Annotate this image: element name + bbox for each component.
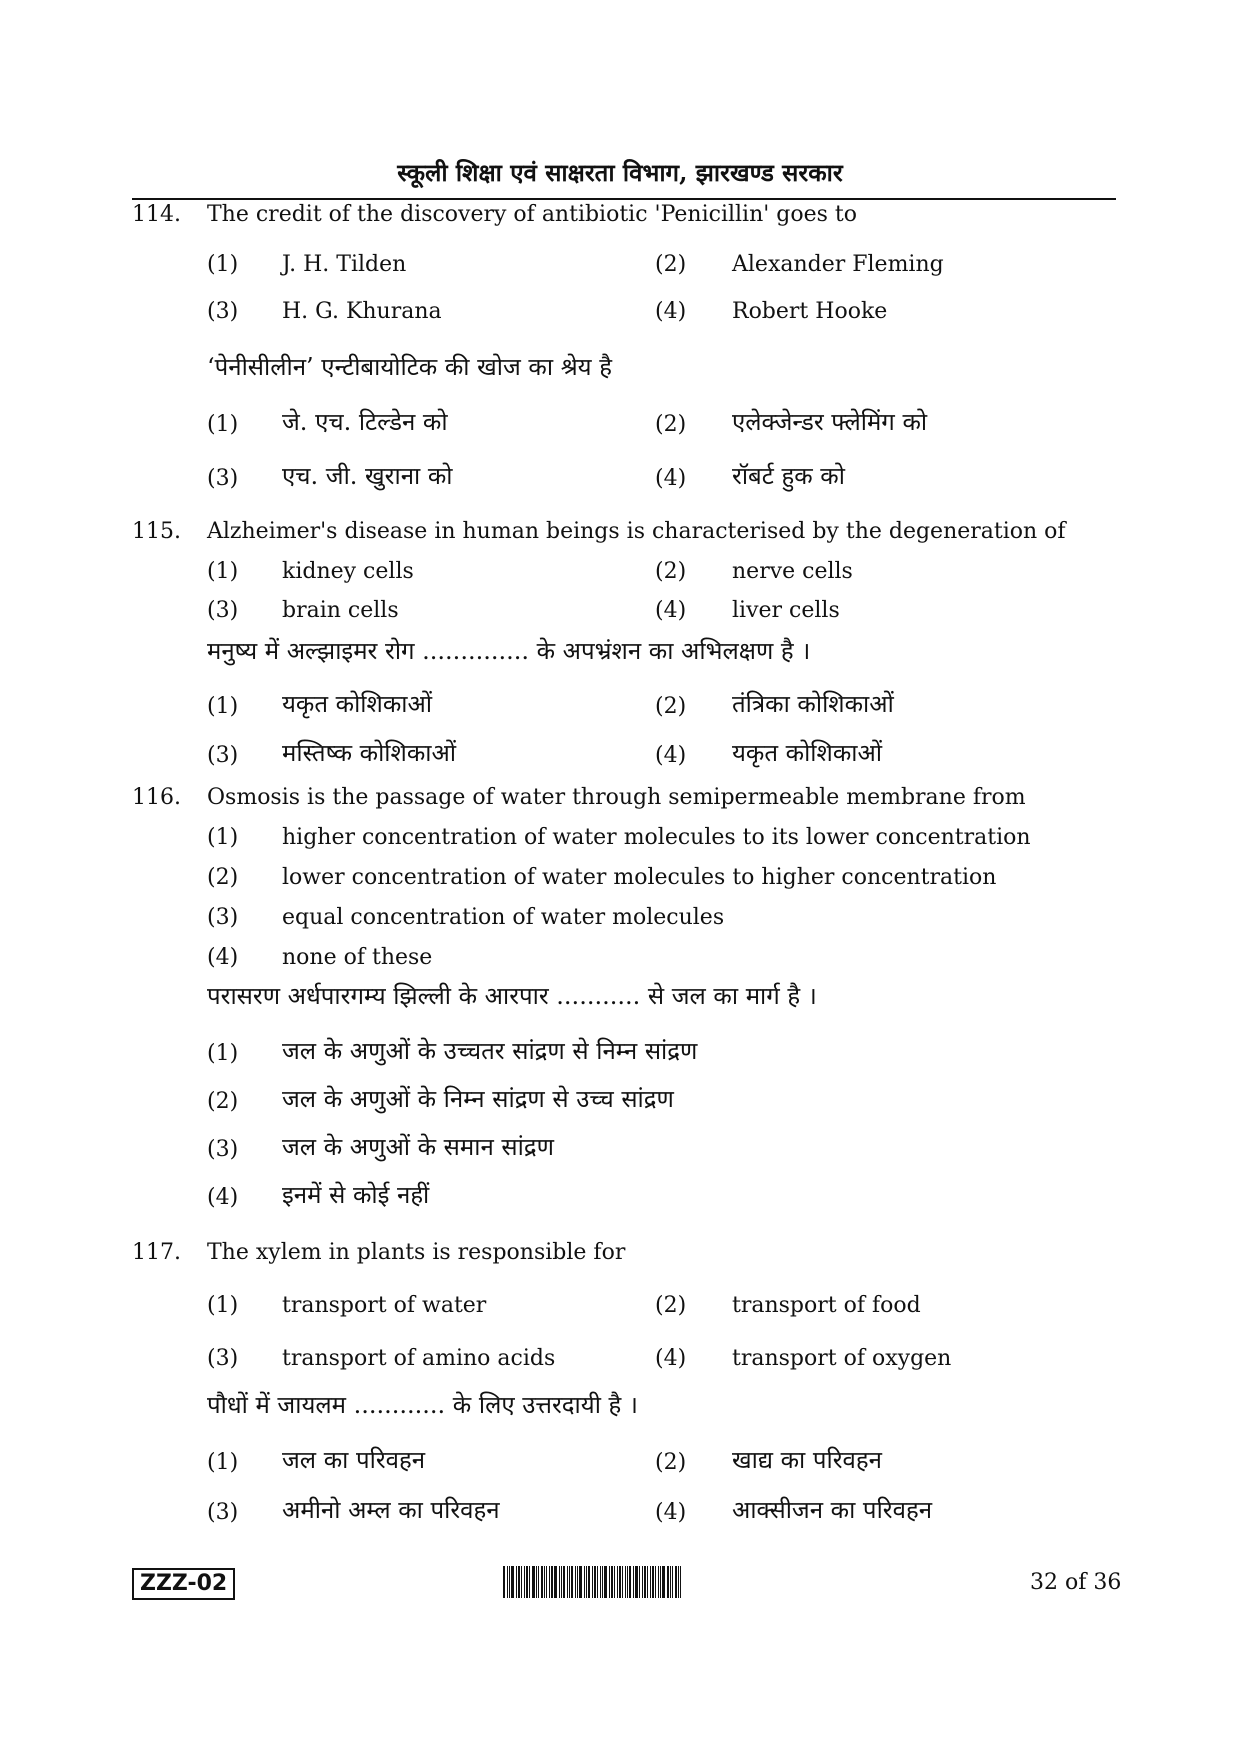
option-number: (4) (655, 299, 687, 324)
option-text: liver cells (732, 598, 840, 623)
paper-code-box: ZZZ-02 (132, 1568, 235, 1600)
barcode-bar (551, 1566, 553, 1598)
barcode-bar (629, 1566, 631, 1598)
barcode-bar (563, 1566, 565, 1598)
barcode-bar (667, 1566, 669, 1598)
option-number: (2) (655, 559, 687, 584)
barcode-bar (650, 1566, 651, 1598)
barcode-bar (642, 1566, 643, 1598)
option-text: इनमें से कोई नहीं (282, 1181, 430, 1209)
option-number: (3) (207, 1137, 239, 1162)
barcode-bar (511, 1566, 514, 1598)
barcode-bar (635, 1566, 638, 1598)
barcode-bar (569, 1566, 570, 1598)
barcode-bar (559, 1566, 560, 1598)
option-number: (3) (207, 598, 239, 623)
option-number: (2) (655, 1450, 687, 1475)
question-number: 116. (132, 785, 181, 810)
option-number: (3) (207, 299, 239, 324)
option-text: जे. एच. टिल्डेन को (282, 408, 448, 436)
option-text: transport of food (732, 1293, 921, 1318)
option-number: (1) (207, 694, 239, 719)
barcode-bar (619, 1566, 621, 1598)
barcode-bar (503, 1566, 505, 1598)
barcode-bar (602, 1566, 603, 1598)
barcode-bar (586, 1566, 587, 1598)
barcode-bar (549, 1566, 550, 1598)
barcode-bar (609, 1566, 610, 1598)
barcode-bar (538, 1566, 539, 1598)
barcode-bar (575, 1566, 576, 1598)
option-text: equal concentration of water molecules (282, 905, 725, 930)
option-text: तंत्रिका कोशिकाओं (732, 690, 894, 718)
barcode (503, 1566, 703, 1598)
page-header: स्कूली शिक्षा एवं साक्षरता विभाग, झारखण्ड सरकार (397, 158, 843, 187)
barcode-bar (614, 1566, 615, 1598)
barcode-bar (516, 1566, 517, 1598)
barcode-bar (622, 1566, 623, 1598)
barcode-bar (611, 1566, 613, 1598)
option-number: (3) (207, 1500, 239, 1525)
barcode-bar (532, 1566, 535, 1598)
barcode-bar (647, 1566, 648, 1598)
option-text: Robert Hooke (732, 299, 888, 324)
barcode-bar (680, 1566, 681, 1598)
barcode-bar (627, 1566, 628, 1598)
option-number: (2) (207, 865, 239, 890)
barcode-bar (592, 1566, 593, 1598)
option-text: higher concentration of water molecules to its lower concentration (282, 825, 1031, 850)
option-text: none of these (282, 945, 433, 970)
option-number: (3) (207, 905, 239, 930)
barcode-bar (597, 1566, 598, 1598)
barcode-bar (526, 1566, 528, 1598)
question-text-hi: ‘पेनीसीलीन’ एन्टीबायोटिक की खोज का श्रेय है (207, 353, 612, 381)
question-number: 115. (132, 519, 181, 544)
barcode-bar (577, 1566, 578, 1598)
option-number: (1) (207, 252, 239, 277)
option-number: (1) (207, 559, 239, 584)
option-text: रॉबर्ट हुक को (732, 462, 845, 490)
barcode-bar (544, 1566, 545, 1598)
question-text-en: Osmosis is the passage of water through semipermeable membrane from (207, 785, 1026, 810)
barcode-bar (662, 1566, 665, 1598)
option-number: (2) (655, 694, 687, 719)
barcode-bar (579, 1566, 582, 1598)
option-number: (3) (207, 1346, 239, 1371)
barcode-bar (652, 1566, 654, 1598)
barcode-bar (584, 1566, 585, 1598)
option-text: आक्सीजन का परिवहन (732, 1496, 933, 1524)
option-number: (1) (207, 825, 239, 850)
option-number: (4) (655, 743, 687, 768)
option-number: (1) (207, 1293, 239, 1318)
option-text: lower concentration of water molecules to higher concentration (282, 865, 997, 890)
option-number: (2) (207, 1089, 239, 1114)
page-number: 32 of 36 (1030, 1570, 1122, 1595)
option-text: जल के अणुओं के समान सांद्रण (282, 1133, 554, 1161)
barcode-bar (675, 1566, 677, 1598)
barcode-bar (639, 1566, 640, 1598)
barcode-bar (529, 1566, 530, 1598)
barcode-bar (678, 1566, 679, 1598)
barcode-bar (561, 1566, 562, 1598)
barcode-bar (509, 1566, 510, 1598)
option-text: जल का परिवहन (282, 1446, 426, 1474)
option-text: Alexander Fleming (732, 252, 944, 277)
barcode-bar (672, 1566, 673, 1598)
barcode-bar (541, 1566, 543, 1598)
option-text: transport of oxygen (732, 1346, 952, 1371)
question-text-hi: मनुष्य में अल्झाइमर रोग .............. के अपभ्रंशन का अभिलक्षण है । (207, 637, 811, 665)
barcode-bar (554, 1566, 557, 1598)
option-number: (4) (655, 598, 687, 623)
option-text: J. H. Tilden (282, 252, 407, 277)
option-number: (4) (207, 1185, 239, 1210)
question-text-hi: पौधों में जायलम ............ के लिए उत्तरदायी है । (207, 1391, 639, 1419)
option-text: जल के अणुओं के निम्न सांद्रण से उच्च सांद्रण (282, 1085, 674, 1113)
option-number: (2) (655, 1293, 687, 1318)
barcode-bar (518, 1566, 520, 1598)
option-number: (4) (655, 1500, 687, 1525)
option-number: (1) (207, 412, 239, 437)
barcode-bar (536, 1566, 537, 1598)
barcode-bar (625, 1566, 626, 1598)
option-number: (2) (655, 412, 687, 437)
option-text: H. G. Khurana (282, 299, 442, 324)
barcode-bar (507, 1566, 508, 1598)
barcode-bar (546, 1566, 547, 1598)
option-number: (4) (655, 466, 687, 491)
option-text: खाद्य का परिवहन (732, 1446, 882, 1474)
option-text: transport of water (282, 1293, 487, 1318)
barcode-bar (660, 1566, 661, 1598)
question-text-en: The xylem in plants is responsible for (207, 1240, 626, 1265)
option-text: जल के अणुओं के उच्चतर सांद्रण से निम्न सांद्रण (282, 1037, 698, 1065)
barcode-bar (594, 1566, 596, 1598)
barcode-bar (633, 1566, 634, 1598)
question-number: 117. (132, 1240, 181, 1265)
question-text-en: Alzheimer's disease in human beings is characterised by the degeneration of (207, 519, 1066, 544)
option-text: एलेक्जेन्डर फ्लेमिंग को (732, 408, 928, 436)
barcode-bar (571, 1566, 573, 1598)
barcode-bar (524, 1566, 525, 1598)
barcode-bar (567, 1566, 568, 1598)
question-text-en: The credit of the discovery of antibiotic 'Penicillin' goes to (207, 202, 858, 227)
question-number: 114. (132, 202, 181, 227)
barcode-bar (670, 1566, 671, 1598)
option-text: transport of amino acids (282, 1346, 556, 1371)
option-text: nerve cells (732, 559, 853, 584)
option-number: (4) (207, 945, 239, 970)
barcode-bar (617, 1566, 618, 1598)
barcode-bar (644, 1566, 646, 1598)
option-text: kidney cells (282, 559, 414, 584)
option-number: (3) (207, 466, 239, 491)
option-text: brain cells (282, 598, 399, 623)
barcode-bar (588, 1566, 590, 1598)
question-text-hi: परासरण अर्धपारगम्य झिल्ली के आरपार ........... से जल का मार्ग है । (207, 982, 817, 1010)
option-text: एच. जी. खुराना को (282, 462, 453, 490)
option-number: (4) (655, 1346, 687, 1371)
option-text: मस्तिष्क कोशिकाओं (282, 739, 456, 767)
barcode-bar (600, 1566, 601, 1598)
barcode-bar (604, 1566, 607, 1598)
option-number: (1) (207, 1450, 239, 1475)
barcode-bar (521, 1566, 522, 1598)
option-text: यकृत कोशिकाओं (282, 690, 433, 718)
option-number: (2) (655, 252, 687, 277)
barcode-bar (655, 1566, 656, 1598)
option-text: यकृत कोशिकाओं (732, 739, 883, 767)
barcode-bar (658, 1566, 659, 1598)
option-text: अमीनो अम्ल का परिवहन (282, 1496, 500, 1524)
option-number: (3) (207, 743, 239, 768)
option-number: (1) (207, 1041, 239, 1066)
